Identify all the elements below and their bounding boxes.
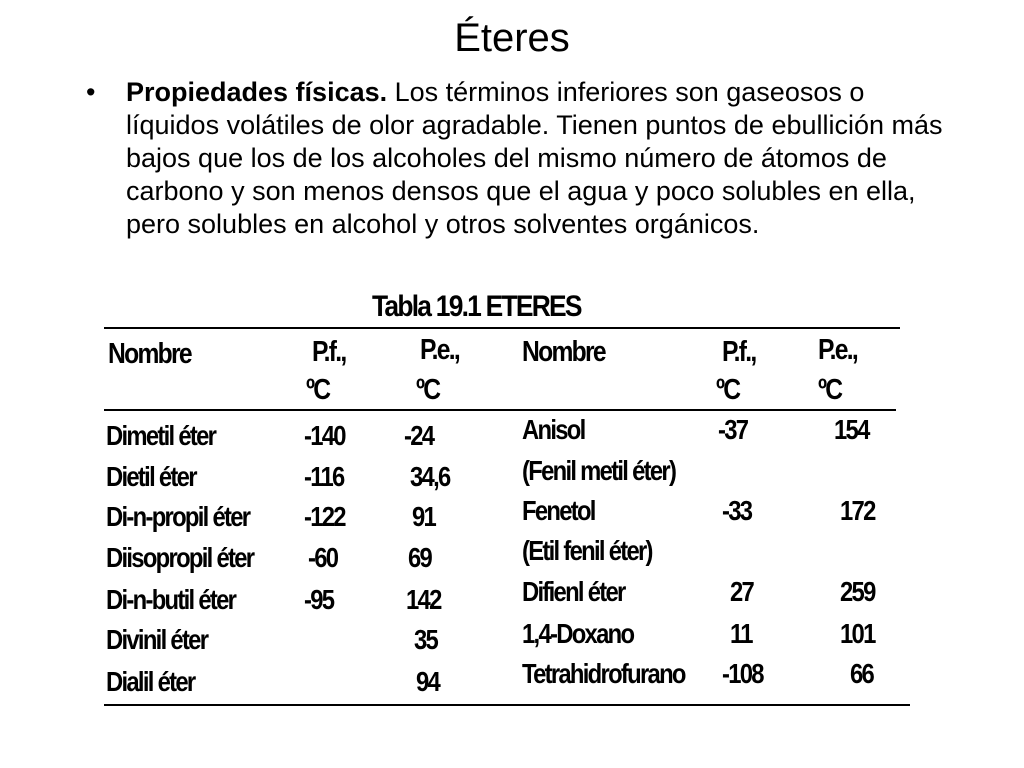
row-right-5-nombre: 1,4-Doxano (522, 618, 634, 649)
row-right-1-nombre: (Fenil metil éter) (522, 455, 676, 486)
table-top-rule (104, 327, 900, 329)
row-left-0-pf: -140 (304, 420, 345, 451)
row-right-0-pe: 154 (834, 414, 869, 445)
table-bottom-rule (104, 704, 910, 706)
bullet-paragraph (126, 76, 956, 241)
row-left-6-nombre: Dialil éter (106, 666, 195, 697)
row-left-4-pe: 142 (406, 584, 441, 615)
row-left-0-pe: -24 (404, 420, 434, 451)
row-right-6-pe: 66 (850, 658, 874, 689)
header-nombre-left: Nombre (108, 338, 191, 370)
header-pe-right: P.e., (818, 334, 858, 366)
row-left-2-nombre: Di-n-propil éter (106, 501, 250, 532)
header-pe-unit-left: ºC (416, 374, 440, 406)
row-right-0-pf: -37 (718, 414, 748, 445)
row-right-3-nombre: (Etil fenil éter) (522, 535, 652, 566)
row-right-6-nombre: Tetrahidrofurano (522, 658, 685, 689)
row-left-3-nombre: Diisopropil éter (106, 542, 254, 573)
row-left-5-pe: 35 (414, 624, 438, 655)
row-right-4-pe: 259 (840, 576, 875, 607)
row-right-6-pf: -108 (722, 658, 763, 689)
row-right-2-pf: -33 (722, 495, 752, 526)
row-left-2-pf: -122 (304, 501, 345, 532)
row-right-5-pf: 11 (730, 618, 752, 649)
row-right-2-nombre: Fenetol (522, 495, 595, 526)
header-nombre-right: Nombre (522, 336, 605, 368)
header-pf-unit-right: ºC (716, 374, 740, 406)
row-left-3-pe: 69 (408, 542, 432, 573)
row-left-4-pf: -95 (304, 584, 334, 615)
header-pf-left: P.f., (312, 336, 346, 368)
row-right-4-pf: 27 (730, 576, 754, 607)
row-left-1-pf: -116 (304, 461, 344, 492)
bullet-dot: • (86, 77, 96, 107)
row-right-4-nombre: Difienl éter (522, 576, 625, 607)
row-right-5-pe: 101 (840, 618, 875, 649)
row-left-2-pe: 91 (412, 501, 436, 532)
table-caption: Tabla 19.1 ETERES (372, 290, 581, 323)
header-pe-left: P.e., (420, 334, 460, 366)
header-pf-right: P.f., (722, 336, 756, 368)
table-header-rule (104, 409, 896, 411)
row-left-1-pe: 34,6 (410, 461, 450, 492)
header-pf-unit-left: ºC (306, 374, 330, 406)
row-left-5-nombre: Divinil éter (106, 624, 208, 655)
bullet-body: Los términos inferiores son gaseosos o líquidos volátiles de olor agradable. Tienen puntos de ebullición más bajos que los de los alcoholes del mismo número de átomos de carbono y son menos densos que el agua y poco solubles en ella, pero solubles en alcohol y otros solventes orgánicos. (126, 77, 943, 239)
slide-title: Éteres (454, 16, 570, 60)
row-left-3-pf: -60 (308, 542, 338, 573)
header-pe-unit-right: ºC (818, 374, 842, 406)
bullet-heading: Propiedades físicas. (126, 77, 388, 107)
row-left-1-nombre: Dietil éter (106, 461, 196, 492)
row-right-0-nombre: Anisol (522, 414, 585, 445)
row-left-4-nombre: Di-n-butil éter (106, 584, 236, 615)
row-right-2-pe: 172 (840, 495, 875, 526)
row-left-0-nombre: Dimetil éter (106, 420, 216, 451)
row-left-6-pe: 94 (416, 666, 440, 697)
